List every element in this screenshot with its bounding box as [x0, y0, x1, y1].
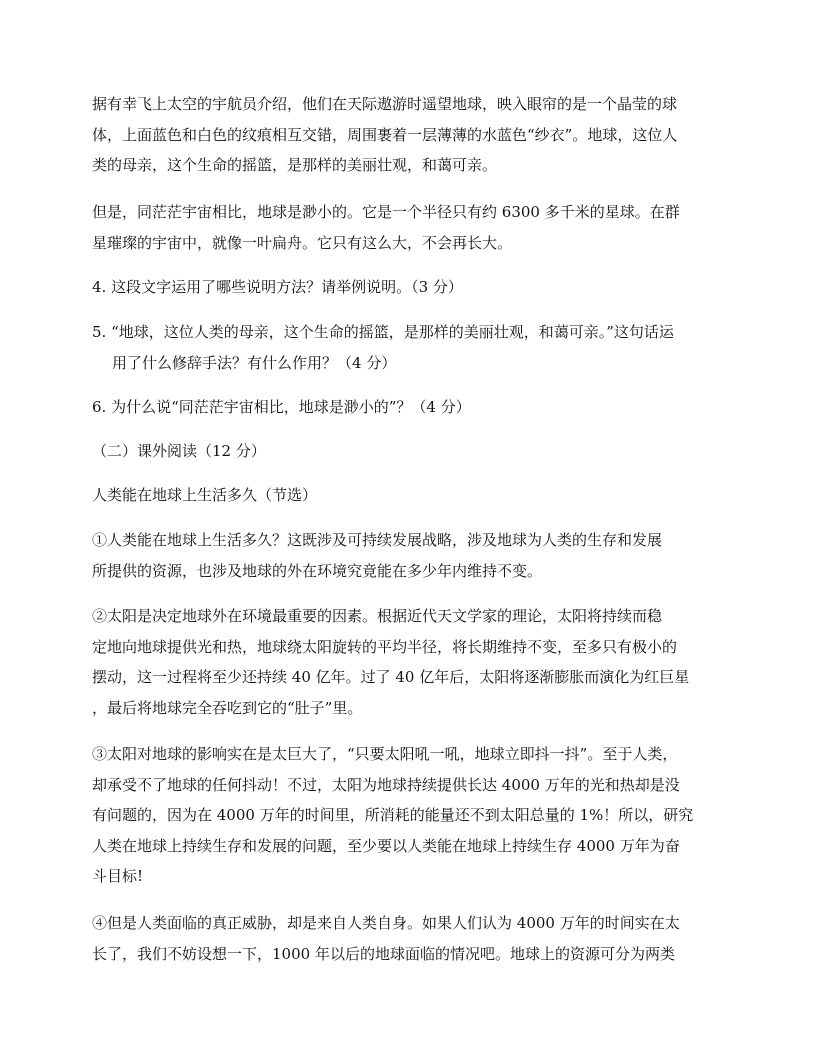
text-line: 类的母亲，这个生命的摇篮，是那样的美丽壮观，和蔼可亲。 — [92, 156, 498, 174]
article-paragraph-2 — [92, 601, 726, 723]
text-line: 长了，我们不妨设想一下，1000 年以后的地球面临的情况吧。地球上的资源可分为两类 — [92, 944, 675, 963]
text-line: 人类能在地球上生活多久（节选） — [92, 486, 318, 504]
text-line: 却承受不了地球的任何抖动！不过，太阳为地球持续提供长达 4000 万年的光和热却是没 — [92, 775, 680, 794]
text-line: ，最后将地球完全吞吃到它的“肚子”里。 — [92, 698, 363, 717]
text-line: 摆动，这一过程将至少还持续 40 亿年。过了 40 亿年后，太阳将逐渐膨胀而演化为红巨星 — [92, 668, 690, 686]
text-line: 有问题的，因为在 4000 万年的时间里，所消耗的能量还不到太阳总量的 1%！所以，研究 — [92, 806, 694, 824]
text-line: ④但是人类面临的真正威胁，却是来自人类自身。如果人们认为 4000 万年的时间实在太 — [92, 914, 680, 932]
intro-paragraph-1 — [92, 89, 726, 181]
text-line: 体，上面蓝色和白色的纹痕相互交错，周围裹着一层薄薄的水蓝色“纱衣”。地球，这位人 — [92, 125, 678, 144]
section-heading — [92, 436, 726, 467]
text-line: ①人类能在地球上生活多久？这既涉及可持续发展战略，涉及地球为人类的生存和发展 — [92, 531, 663, 549]
text-line: 6. 为什么说“同茫茫宇宙相比，地球是渺小的”？（4 分） — [92, 398, 471, 416]
text-line: （二）课外阅读（12 分） — [92, 442, 266, 460]
question-6 — [92, 392, 726, 423]
text-line: ②太阳是决定地球外在环境最重要的因素。根据近代天文学家的理论，太阳将持续而稳 — [92, 607, 663, 625]
text-line: 所提供的资源，也涉及地球的外在环境究竟能在多少年内维持不变。 — [92, 561, 543, 580]
text-line: 定地向地球提供光和热，地球绕太阳旋转的平均半径，将长期维持不变，至多只有极小的 — [92, 637, 678, 656]
text-line: 星璀璨的宇宙中，就像一叶扁舟。它只有这么大，不会再长大。 — [92, 233, 513, 252]
text-line: 人类在地球上持续生存和发展的问题，至少要以人类能在地球上持续生存 4000 万年为奋 — [92, 836, 680, 855]
intro-paragraph-2 — [92, 197, 726, 258]
text-line: 4. 这段文字运用了哪些说明方法？请举例说明。（3 分） — [92, 278, 463, 296]
article-title — [92, 480, 726, 511]
article-paragraph-4 — [92, 908, 726, 969]
text-line: 5. “地球，这位人类的母亲，这个生命的摇篮，是那样的美丽壮观，和蔼可亲。”这句话运 — [92, 323, 674, 341]
text-line: 斗目标! — [92, 867, 144, 885]
text-line: 用了什么修辞手法？有什么作用？（4 分） — [112, 353, 397, 372]
text-line: 但是，同茫茫宇宙相比，地球是渺小的。它是一个半径只有约 6300 多千米的星球。在群 — [92, 203, 680, 221]
text-line: 据有幸飞上太空的宇航员介绍，他们在天际遨游时遥望地球，映入眼帘的是一个晶莹的球 — [92, 95, 678, 113]
question-4 — [92, 272, 726, 303]
text-line: ③太阳对地球的影响实在是太巨大了，“只要太阳吼一吼，地球立即抖一抖”。至于人类， — [92, 745, 678, 763]
question-5 — [92, 317, 726, 378]
article-paragraph-3 — [92, 739, 726, 892]
article-paragraph-1 — [92, 525, 726, 586]
